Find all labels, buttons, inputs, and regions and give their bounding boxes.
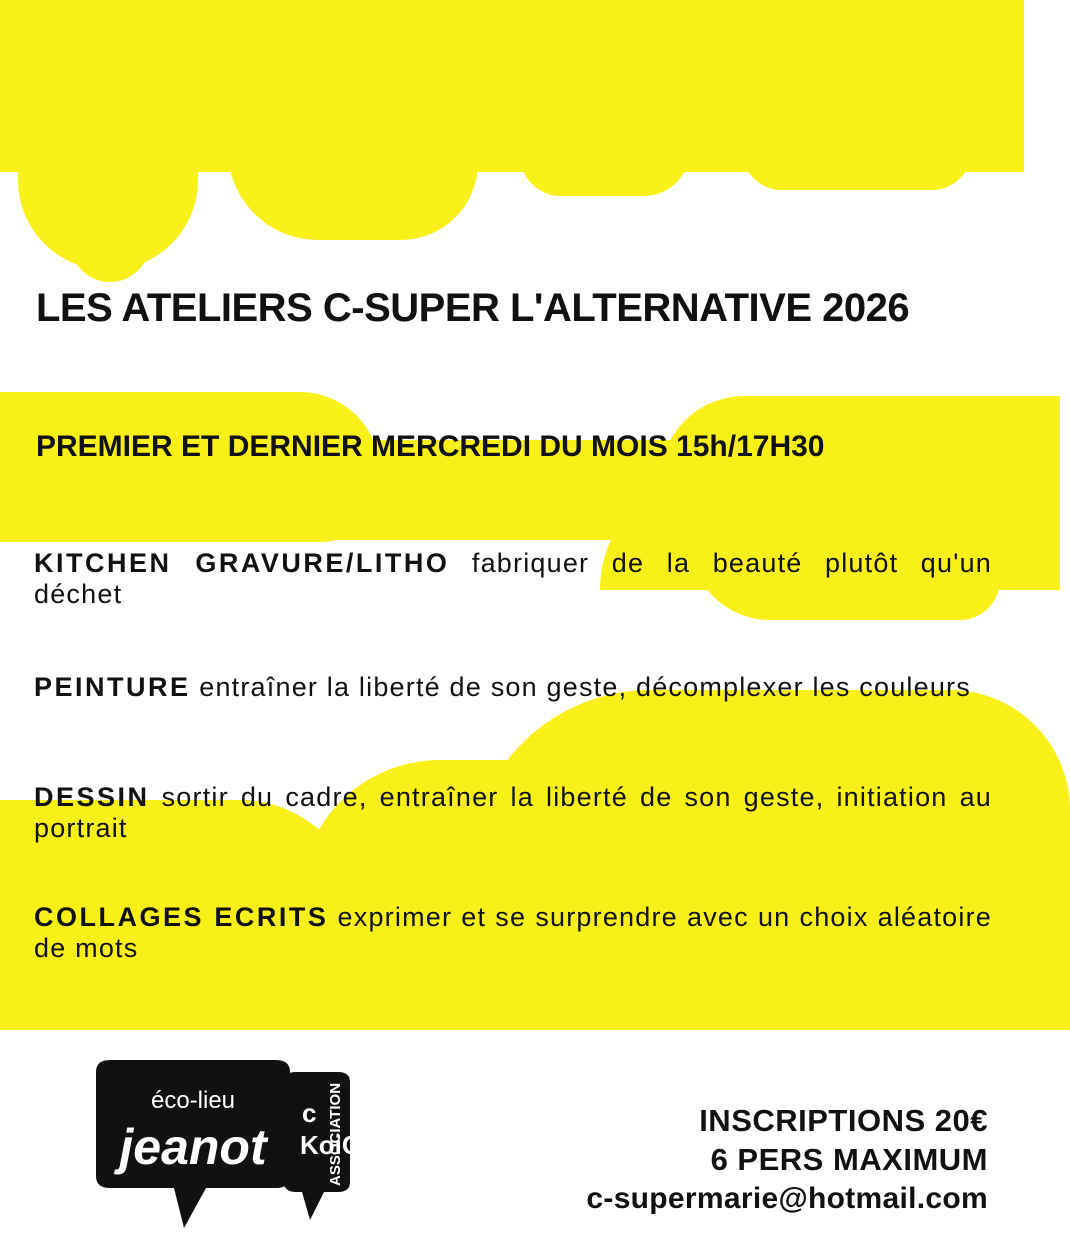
workshop-item bbox=[34, 548, 992, 610]
logo-partner-association: ASSOCIATION bbox=[327, 1082, 344, 1186]
paint-drip-c-icon bbox=[520, 150, 690, 196]
workshop-description: exprimer et se surprendre avec un choix aléatoire de mots bbox=[34, 902, 993, 963]
paint-blob-top bbox=[0, 0, 1024, 172]
workshop-item bbox=[34, 902, 992, 964]
price-line: INSCRIPTIONS 20€ bbox=[699, 1103, 988, 1138]
contact-email[interactable]: c-supermarie@hotmail.com bbox=[586, 1181, 988, 1215]
page-title: LES ATELIERS C-SUPER L'ALTERNATIVE 2026 bbox=[36, 286, 910, 330]
workshop-name: COLLAGES ECRITS bbox=[34, 902, 329, 932]
schedule-line: PREMIER ET DERNIER MERCREDI DU MOIS 15h/17H30 bbox=[36, 430, 825, 463]
paint-drip-b-icon bbox=[228, 150, 478, 240]
workshop-item bbox=[34, 782, 992, 844]
workshop-item bbox=[34, 672, 992, 703]
workshop-description: entraîner la liberté de son geste, décomplexer les couleurs bbox=[199, 672, 971, 702]
eco-lieu-jeanot-logo bbox=[88, 1058, 376, 1233]
logo-partner-c: c bbox=[302, 1098, 317, 1128]
paint-drip-e-icon bbox=[70, 240, 150, 282]
paint-blob-bottom-bar bbox=[0, 960, 1024, 1024]
logo-eco-text: éco-lieu bbox=[150, 1087, 236, 1114]
capacity-line: 6 PERS MAXIMUM bbox=[710, 1141, 988, 1177]
workshop-description: fabriquer de la beauté plutôt qu'un déchet bbox=[34, 548, 993, 609]
workshop-name: PEINTURE bbox=[34, 672, 191, 702]
footer-info bbox=[348, 1102, 988, 1217]
workshop-description: sortir du cadre, entraîner la liberté de son geste, initiation au portrait bbox=[34, 782, 993, 843]
workshop-name: DESSIN bbox=[34, 782, 150, 812]
logo-jeanot-text: jeanot bbox=[119, 1119, 267, 1175]
logo-partner-koica: KoiCa bbox=[300, 1130, 376, 1160]
paint-drip-d-icon bbox=[742, 150, 972, 190]
workshop-name: KITCHEN GRAVURE/LITHO bbox=[34, 548, 450, 578]
